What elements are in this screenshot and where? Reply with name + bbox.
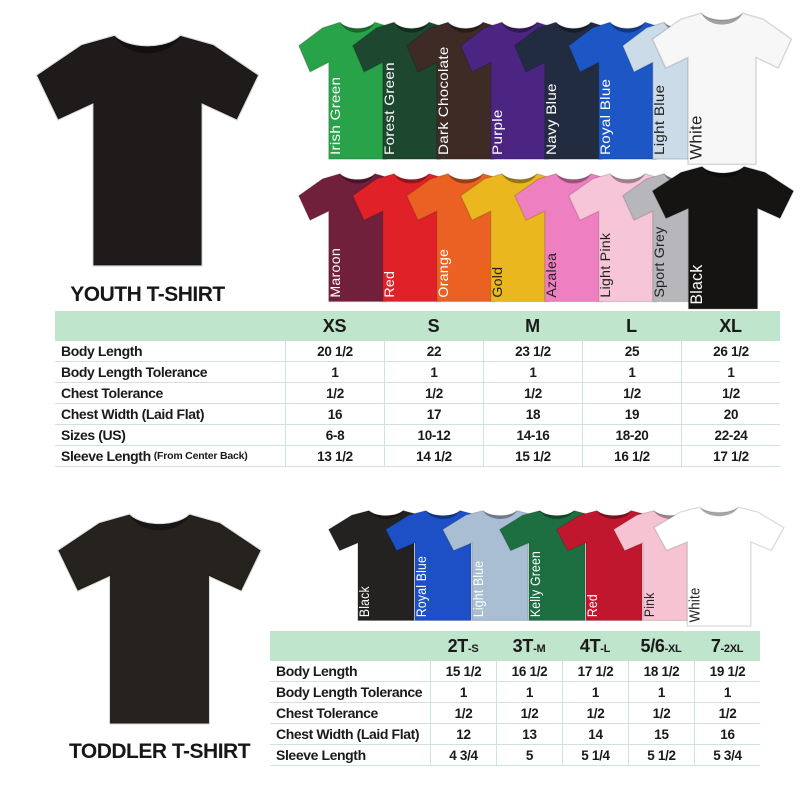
youth-size-table	[55, 311, 780, 467]
cell: 18	[483, 404, 582, 424]
tshirt-icon	[52, 502, 267, 734]
cell: 1/2	[483, 383, 582, 403]
color-label: White	[686, 115, 706, 160]
cell: 17	[384, 404, 483, 424]
cell: 1/2	[694, 703, 760, 723]
cell: 5	[496, 745, 562, 765]
cell: 26 1/2	[681, 341, 780, 361]
size-header-5-6: 5/6-XL	[640, 635, 682, 656]
size-header-l: L	[626, 315, 637, 336]
size-header-4t: 4T-L	[579, 635, 611, 656]
row-label: Body Length Tolerance	[61, 364, 208, 380]
cell: 17 1/2	[562, 661, 628, 681]
color-label: Kelly Green	[527, 550, 544, 618]
cell: 1	[384, 362, 483, 382]
cell: 22-24	[681, 425, 780, 445]
cell: 15 1/2	[483, 446, 582, 466]
toddler-color-swatch-white	[650, 500, 788, 632]
color-label: Azalea	[543, 252, 559, 298]
youth-table-header	[55, 311, 780, 341]
row-label: Sleeve Length	[276, 747, 366, 763]
cell: 15	[628, 724, 694, 744]
cell: 1/2	[681, 383, 780, 403]
color-label: Maroon	[327, 248, 343, 298]
table-row-sleeve-length	[55, 446, 780, 467]
cell: 1/2	[562, 703, 628, 723]
youth-color-swatch-black	[648, 158, 798, 316]
cell: 5 1/2	[628, 745, 694, 765]
cell: 1/2	[430, 703, 496, 723]
cell: 16	[694, 724, 760, 744]
cell: 1	[483, 362, 582, 382]
color-label: Red	[584, 594, 601, 618]
cell: 16 1/2	[496, 661, 562, 681]
cell: 1	[285, 362, 384, 382]
table-row-sizes-us	[55, 425, 780, 446]
row-label: Chest Tolerance	[61, 385, 163, 401]
color-label: White	[686, 587, 704, 623]
cell: 5 3/4	[694, 745, 760, 765]
color-label: Light Blue	[470, 560, 487, 618]
cell: 18-20	[582, 425, 681, 445]
table-row-body-length-tolerance	[55, 362, 780, 383]
color-label: Black	[356, 586, 373, 618]
table-row-chest-tolerance	[55, 383, 780, 404]
row-label: Body Length	[276, 663, 358, 679]
row-label: Chest Tolerance	[276, 705, 378, 721]
cell: 14	[562, 724, 628, 744]
cell: 25	[582, 341, 681, 361]
cell: 12	[430, 724, 496, 744]
row-label: Sleeve Length	[61, 448, 151, 464]
color-label: Light Pink	[597, 232, 613, 298]
tshirt-icon	[30, 22, 265, 277]
cell: 1	[562, 682, 628, 702]
cell: 13	[496, 724, 562, 744]
toddler-section-title: TODDLER T-SHIRT	[68, 740, 251, 763]
cell: 1	[694, 682, 760, 702]
cell: 5 1/4	[562, 745, 628, 765]
cell: 20	[681, 404, 780, 424]
cell: 23 1/2	[483, 341, 582, 361]
youth-color-swatch-white	[648, 4, 796, 172]
cell: 1/2	[384, 383, 483, 403]
cell: 1	[681, 362, 780, 382]
size-header-xs: XS	[322, 315, 347, 336]
cell: 22	[384, 341, 483, 361]
cell: 19 1/2	[694, 661, 760, 681]
cell: 20 1/2	[285, 341, 384, 361]
color-label: Navy Blue	[544, 83, 560, 155]
table-row-chest-tolerance	[270, 703, 760, 724]
color-label: Irish Green	[328, 76, 344, 155]
cell: 1	[628, 682, 694, 702]
color-label: Purple	[490, 109, 506, 155]
cell: 14-16	[483, 425, 582, 445]
color-label: Orange	[435, 248, 451, 298]
cell: 15 1/2	[430, 661, 496, 681]
cell: 1/2	[582, 383, 681, 403]
color-label: Royal Blue	[598, 78, 614, 155]
row-label: Chest Width (Laid Flat)	[61, 406, 205, 422]
size-header-s: S	[427, 315, 440, 336]
color-label: Pink	[641, 592, 658, 618]
color-label: Dark Chocolate	[436, 46, 452, 155]
cell: 6-8	[285, 425, 384, 445]
cell: 1	[430, 682, 496, 702]
cell: 16 1/2	[582, 446, 681, 466]
color-label: Forest Green	[382, 62, 398, 155]
toddler-table-header	[270, 631, 760, 661]
table-row-chest-width	[55, 404, 780, 425]
color-label: Red	[381, 270, 397, 298]
cell: 1/2	[496, 703, 562, 723]
row-label: Body Length Tolerance	[276, 684, 423, 700]
color-label: Light Blue	[652, 84, 668, 155]
table-row-chest-width	[270, 724, 760, 745]
color-label: Gold	[489, 266, 505, 298]
row-label: Chest Width (Laid Flat)	[276, 726, 420, 742]
cell: 14 1/2	[384, 446, 483, 466]
table-row-body-length	[55, 341, 780, 362]
youth-black-shirt-photo	[30, 22, 265, 277]
size-header-3t: 3T-M	[512, 635, 546, 656]
cell: 1	[582, 362, 681, 382]
cell: 19	[582, 404, 681, 424]
cell: 1	[496, 682, 562, 702]
youth-section-title: YOUTH T-SHIRT	[70, 283, 225, 306]
cell: 13 1/2	[285, 446, 384, 466]
toddler-black-shirt-photo	[52, 502, 267, 734]
cell: 16	[285, 404, 384, 424]
size-header-2t: 2T-S	[447, 635, 479, 656]
cell: 4 3/4	[430, 745, 496, 765]
row-label: Sizes (US)	[61, 427, 126, 443]
table-row-body-length-tolerance	[270, 682, 760, 703]
cell: 10-12	[384, 425, 483, 445]
size-header-xl: XL	[719, 315, 742, 336]
cell: 1/2	[628, 703, 694, 723]
cell: 1/2	[285, 383, 384, 403]
color-label: Sport Grey	[651, 226, 667, 298]
row-label-note: (From Center Back)	[153, 450, 248, 462]
size-header-7: 7-2XL	[710, 635, 744, 656]
size-header-m: M	[525, 315, 540, 336]
table-row-body-length	[270, 661, 760, 682]
cell: 18 1/2	[628, 661, 694, 681]
color-label: Royal Blue	[413, 555, 430, 618]
cell: 17 1/2	[681, 446, 780, 466]
table-row-sleeve-length	[270, 745, 760, 766]
toddler-size-table	[270, 631, 760, 766]
color-label: Black	[687, 264, 707, 305]
row-label: Body Length	[61, 343, 143, 359]
